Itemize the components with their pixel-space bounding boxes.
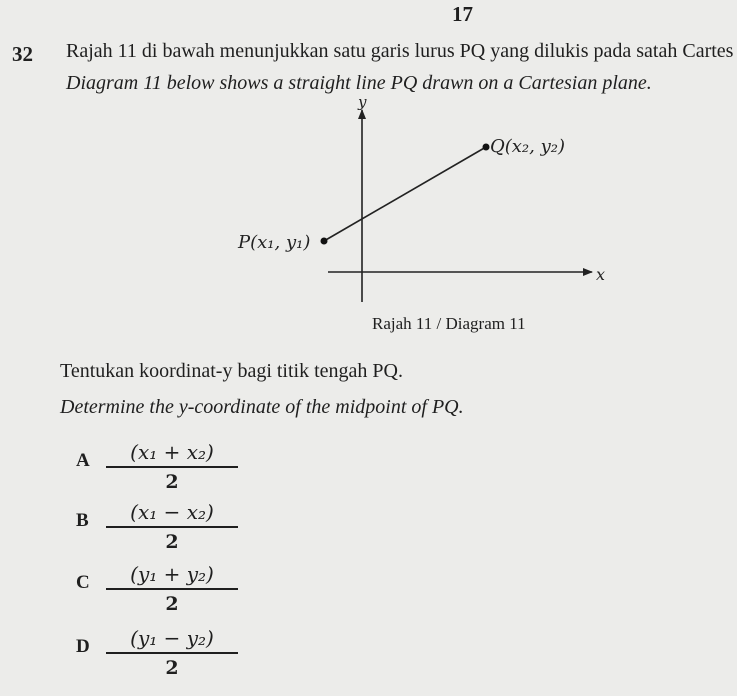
instruction-malay: Tentukan koordinat-y bagi titik tengah PQ. [60, 360, 403, 382]
question-number: 32 [12, 42, 33, 66]
instruction-english: Determine the y-coordinate of the midpoint of PQ. [60, 396, 464, 418]
fraction-bar [106, 588, 238, 590]
point-q-label: Q(x₂, y₂) [490, 136, 565, 157]
fraction-numerator: (x₁ − x₂) [130, 500, 214, 524]
question-text-malay: Rajah 11 di bawah menunjukkan satu garis lurus PQ yang dilukis pada satah Cartes [66, 40, 734, 62]
x-axis-label: x [596, 265, 606, 284]
y-axis-label: y [358, 96, 367, 111]
fraction-denominator: 2 [165, 531, 179, 553]
option-b[interactable] [76, 500, 236, 552]
option-d[interactable] [76, 626, 236, 678]
question-text-english: Diagram 11 below shows a straight line PQ drawn on a Cartesian plane. [66, 72, 652, 94]
option-letter: B [76, 510, 89, 531]
point-q [483, 144, 490, 151]
fraction-bar [106, 466, 238, 468]
point-p [321, 238, 328, 245]
cartesian-diagram [230, 96, 610, 312]
fraction-denominator: 2 [165, 593, 179, 615]
option-c[interactable] [76, 562, 236, 614]
diagram-caption: Rajah 11 / Diagram 11 [372, 314, 526, 333]
fraction-bar [106, 652, 238, 654]
option-fraction [106, 562, 238, 615]
fraction-denominator: 2 [165, 471, 179, 493]
fraction-numerator: (y₁ + y₂) [130, 562, 214, 586]
option-a[interactable] [76, 440, 236, 492]
fraction-numerator: (y₁ − y₂) [130, 626, 214, 650]
point-p-label: P(x₁, y₁) [238, 232, 311, 253]
line-pq [324, 147, 486, 241]
option-letter: C [76, 572, 90, 593]
option-fraction [106, 626, 238, 679]
page-number: 17 [452, 2, 473, 26]
option-fraction [106, 500, 238, 553]
fraction-numerator: (x₁ + x₂) [130, 440, 214, 464]
option-letter: A [76, 450, 90, 471]
fraction-denominator: 2 [165, 657, 179, 679]
fraction-bar [106, 526, 238, 528]
option-letter: D [76, 636, 90, 657]
option-fraction [106, 440, 238, 493]
